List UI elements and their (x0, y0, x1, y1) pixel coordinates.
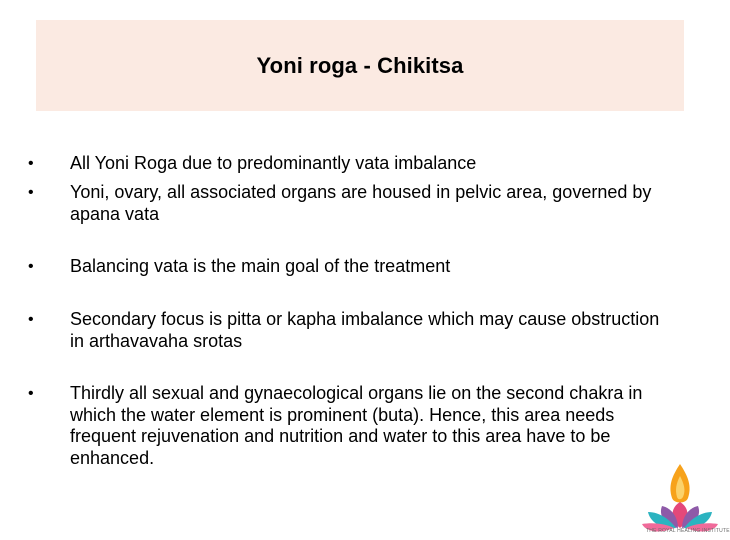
bullet-item: • Balancing vata is the main goal of the treatment (70, 256, 670, 278)
bullet-item: • Yoni, ovary, all associated organs are housed in pelvic area, governed by apana vata (70, 182, 670, 225)
bullet-item: • All Yoni Roga due to predominantly vata imbalance (70, 153, 670, 175)
logo-caption: THE ROYAL HEALING INSTITUTE (646, 528, 730, 534)
slide-title: Yoni roga - Chikitsa (256, 52, 464, 78)
bullet-item: • Secondary focus is pitta or kapha imbalance which may cause obstruction in arthavavaha srotas (70, 309, 670, 352)
bullet-item: • Thirdly all sexual and gynaecological organs lie on the second chakra in which the water element is prominent (buta). Hence, this area needs frequent rejuvenation and nutrition and water to this area have to be enhanced. (70, 383, 670, 469)
